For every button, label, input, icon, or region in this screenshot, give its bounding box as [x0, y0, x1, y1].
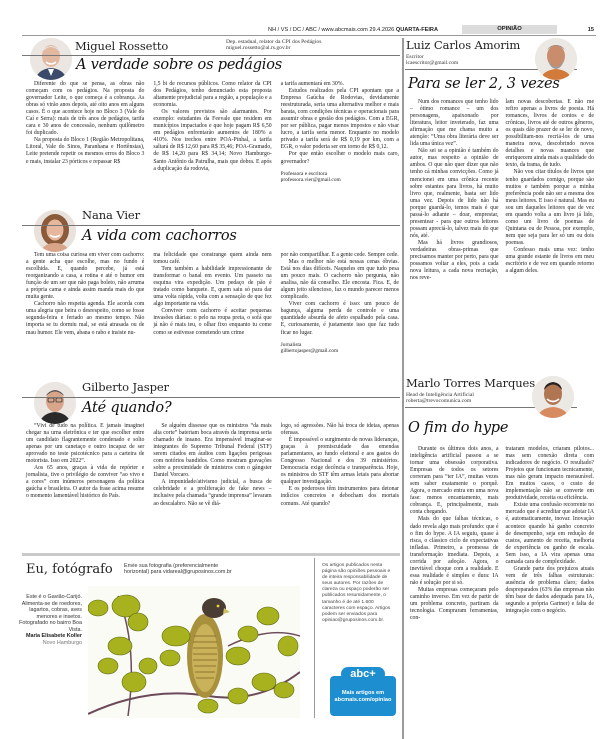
hawk-photo-icon: [88, 586, 300, 718]
byline-rule: [22, 225, 400, 226]
author-email[interactable]: gilbertojasper@gmail.com: [280, 347, 339, 354]
caption-text: Este é o Gavião-Carijó. Alimenta-se de roedores, lagartos, cobras, aves menores e insetos. Fotografado no bairro Boa Vista.: [19, 594, 82, 633]
abc-logo: abc+: [341, 667, 385, 681]
paragraph: Viver com cachorro é isso: um pouco de bagunça, alguma perda de controle e uma quantidade absurda de afeto espalhado pela casa. E, curiosamente, é justamente isso que faz tudo ficar no lugar.: [280, 301, 399, 336]
portrait-icon: [30, 38, 72, 80]
paragraph: Mas há livros grandiosos, verdadeiras obras-primas que precisamos manter por perto, para que possamos voltar a eles, pois a cada nova leitura, a cada nova recriação, nos reve-: [410, 239, 499, 282]
disclaimer-text: Os artigos publicados nesta página são opiniões pessoais e de inteira responsabilidade de seus autores. Por razões de clareza ou espaço poderão ser publicados resumidamente, o tamanho é de até 1.600 caracteres com espaço. Artigos podem ser enviados para opiniao@gruposinos.com.br.: [322, 563, 391, 623]
byline-rule: [22, 397, 400, 398]
paragraph: E os poderosos têm instrumentos para detonar indícios concretos e debocham dos mortais comuns. Até quando?: [280, 486, 399, 507]
paragraph: Tem também a habilidade impressionante de transformar o banal em evento. Um passeio na esquina vira expedição. Um pedaço de pão é tratado como banquete. E, quem saiu só para dar uma volta rápida, volta com a sensação de que fez algo importante na vida.: [153, 266, 272, 308]
paragraph: É impossível o surgimento de novas lideranças, graças à promiscuidade das emendas parlamentares, ao fundo eleitoral e aos gastos do Congresso Nacional e dos 39 ministérios. Democracia exige decência e transparência. Hoje, os ministros do STF têm armas letais para abortar qualquer investigação.: [280, 437, 399, 486]
avatar-vier: [34, 210, 76, 252]
paragraph: a tarifa aumentará em 30%.: [280, 81, 345, 87]
paragraph: trataram modelos, criaram pilotos... mas sem conexão direta com indicadores de negócio. O resultado? Projetos que funcionam tecnicamente, mas não geram impacto mensurável. Em muitos casos, o custo de implementação não se converte em produtividade, receita ou eficiência.: [505, 446, 594, 502]
role-text: Head de Inteligência Artificial: [406, 392, 474, 398]
paragraph: Diferente do que se pensa, as obras não começam com os pedágios. Na proposta do governador Leite, o que começa é a cobrança. As obras só virão anos depois, até oito anos em alguns casos. É o que acontece hoje no Bloco 3 (Vale do Caí e Serra): mais de três anos de pedágios, tarifa cara e 30 anos de concessão, nenhum quilômetro foi duplicado.: [26, 81, 145, 137]
avatar-amorim: [535, 38, 577, 80]
paragraph: Na proposta do Bloco 1 (Região Metropolitana, Litoral, Vale do Sinos, Paranhana e Hortênsias), Leite pretende repetir os mesmos erros do Bloco 3 e mais, instalar 23 pórticos e repassar R$: [26, 137, 145, 165]
editions: NH / VS / DC / ABC / www.abcmais.com: [268, 27, 368, 33]
photo-submit-info: [124, 563, 232, 576]
headline: A vida com cachorros: [82, 228, 237, 244]
paragraph: A impunidade/ativismo judicial, a busca de celebridade e a proliferação de fake news – inclusive pela chamada “grande imprensa” levaram ao descalabro. Não se vê diá-: [153, 479, 272, 507]
paragraph: Por que então escolher o modelo mais caro, governador?: [280, 151, 399, 165]
paragraph: lam novas descobertas. E não me refiro apenas a livros de poesia. Há romances, livros de contos e de crônicas, livros até de outros gêneros, os quais dão prazer de se ler de novo, possibilitam-nos recriá-los de uma maneira nova, descobrindo novos detalhes e novas nuances que enriquecem ainda mais a qualidade do texto, da trama, de tudo.: [505, 99, 594, 169]
paragraph: Confesso mais uma vez: tenho uma grande estante de livros em meu escritório e de vez em quando retorno a algum deles.: [505, 246, 594, 275]
role-text: Jornalista: [280, 341, 302, 348]
photo-caption: [18, 594, 82, 646]
reader-photo: [88, 586, 300, 718]
paragraph: Grande parte dos prejuízos atuais vem de três falhas estruturais: ausência de problema claro; dados despreparados (63% das empresas não têm base de dados adequada para IA, segundo a própria Gartner) e falta de integração com o negócio.: [505, 565, 594, 615]
author-name: Nana Vier: [82, 208, 141, 222]
author-role: [406, 54, 458, 66]
paragraph: Cachorro não respeita agenda. Ele acorda com uma alegria que beira o desrespeito, como se fosse segunda-feira e feriado ao mesmo tempo. Não importa se tu dormiu mal, se está atrasada ou de mau humor. Ele vem, abana o rabo e insiste nu-: [26, 301, 145, 336]
author-name: Luiz Carlos Amorim: [406, 38, 521, 52]
article-body: [26, 252, 399, 372]
text-column: [153, 81, 271, 203]
role-text: Dep. estadual, relator da CPI dos Pedágios: [226, 39, 322, 45]
header-rule: [22, 35, 596, 36]
article-body: [410, 99, 594, 369]
text-column: [153, 423, 271, 548]
author-email[interactable]: professora.vier@gmail.com: [280, 176, 341, 183]
text-column: [410, 446, 499, 736]
article-body: [410, 446, 594, 736]
author-name: Marlo Torres Marques: [406, 376, 536, 390]
headline: O fim do hype: [408, 420, 509, 436]
text-column: [281, 423, 399, 548]
paragraph: Existe uma confusão recorrente no mercado que é acreditar que adotar IA é, automaticamente, inovar. Inovação acontece quando há ganho concreto de desempenho, seja em redução de custos, aumento de receita, melhoria de experiência ou ganho de escala. Sem isso, a IA vira apenas uma camada cara de complexidade.: [505, 502, 594, 565]
submit-email[interactable]: horizontal) para vidareal@gruposinos.com.br: [124, 569, 232, 576]
text-column: [26, 423, 144, 548]
paragraph: Durante os últimos dois anos, a inteligência artificial passou a se tornar uma obsessão corporativa. Empresas de todos os setores correram para “ter IA”, muitas vezes sem saber exatamente o porquê. Agora, o mercado entra em uma nova fase: menos encantamento, mais cobrança. E, principalmente, mais conta chegando.: [410, 446, 499, 516]
author-signature: [281, 171, 399, 183]
paragraph: ma felicidade que constrange quem ainda nem tomou café.: [153, 252, 272, 266]
headline: Até quando?: [82, 400, 172, 416]
paragraph: Não vou citar títulos de livros que tenho guardados comigo, porque são muitos e também porque a minha preferência pode não ser a mesma dos meus leitores. E isso é natural. Mas eu sou um daqueles leitores que de vez em quando volta a um livro já lido, como um livro de poemas de Quintana ou de Pessoa, por exemplo, nem que seja para ler só um ou dois poemas.: [505, 169, 594, 246]
page-number: 15: [587, 27, 594, 33]
author-email[interactable]: lcaescritor@gmail.com: [406, 60, 459, 67]
paragraph: logo, só agressões. Não há troca de ideias, apenas ofensas.: [280, 423, 399, 437]
author-role: [226, 39, 321, 51]
author-signature: [281, 342, 399, 354]
author-role: [406, 392, 474, 404]
paragraph: Estudos realizados pela CPI apontam que a Empresa Gaúcha de Rodovias, devidamente reestruturada, seria uma alternativa melhor e mais barata, com condições técnicas e operacionais para assumir obras e gestão dos pedágios. Com a EGR, por ser pública, pagar menos impostos e não visar lucro, a tarifa seria menor. Enquanto no modelo privado a tarifa será de R$ 0,19 por km, com a EGR, o valor poderia ser em torno de R$ 0,12.: [280, 88, 399, 151]
section-label: OPINIÃO: [462, 25, 557, 34]
author-name: Gilberto Jasper: [82, 380, 169, 394]
text-column: [506, 446, 595, 736]
headline: Para se ler 2, 3 vezes: [408, 76, 560, 92]
headline: A verdade sobre os pedágios: [76, 57, 283, 73]
paragraph: Os valores previstos são alarmantes. Por exemplo: estudantes da Feevale que residem em municípios impactados e que hoje pagam R$ 6,50 em pedágios enfrentarão aumentos de 180% a 410%. Nos trechos entre POA-Pinhal, a tarifa saltará de R$ 12,60 para R$ 35,46; POA-Gramado, de R$ 14,20 para R$ 34,14; Novo Hamburgo-Santo Antônio da Patrulha, mais que dobra. E após a duplicação da rodovia,: [153, 109, 272, 172]
photographer-city: Novo Hamburgo: [42, 639, 82, 646]
text-column: [153, 252, 271, 372]
page-header: [22, 25, 600, 35]
promo-text[interactable]: Mais artigos em abcmais.com/opiniao: [334, 690, 392, 703]
paragraph: “Vivi de tudo na política. E jamais imaginei chegar na urna eletrônica e ter que escolher entre um candidato flagrantemente condenado e solto apenas por um canetaço e outro incapaz de ser aprovado no teste psicotécnico para a carteira de motorista. Isso em 2022”.: [26, 423, 145, 465]
portrait-icon: [535, 38, 577, 80]
text-column: [506, 99, 595, 369]
portrait-icon: [34, 210, 76, 252]
paragraph: Conviver com cachorro é aceitar pequenas invasões diárias: o pelo na roupa preta, o sofá que já não é mais teu, o olhar fixo enquanto tu come como se estivesse cometendo um crime: [153, 308, 272, 336]
abc-promo[interactable]: [330, 676, 396, 716]
photographer-name: Maria Elisabete Koller: [25, 633, 82, 639]
byline-rule: [22, 55, 400, 56]
submit-text: Envie sua fotografia (preferencialmente: [124, 563, 219, 569]
avatar-rossetto: [30, 38, 72, 80]
article-body: [26, 81, 399, 203]
portrait-icon: [532, 376, 574, 418]
paragraph: Aos 65 anos, graças à vida de repórter e jornalista, tive o privilégio de conviver “ao vivo e a cores” com inúmeros personagens da política gaúcha e brasileira. O autor da frase acima resume o momento lamentável histórico do País.: [26, 465, 145, 500]
author-email[interactable]: miguel.rossetto@al.rs.gov.br: [226, 45, 291, 52]
section-rule: [22, 553, 400, 556]
text-column: [26, 252, 144, 372]
text-column: [410, 99, 499, 369]
weekday: QUARTA-FEIRA: [395, 27, 438, 33]
role-text: Professora e escritora: [280, 170, 328, 177]
photo-section-title: Eu, fotógrafo: [26, 562, 113, 577]
paragraph: 1,5 bi de recursos públicos. Como relator da CPI dos Pedágios, tenho denunciado esta proposta altamente prejudicial para a região, a população e a economia.: [153, 81, 272, 109]
text-column: [281, 81, 399, 203]
text-column: [281, 252, 399, 372]
paragraph: Muitas empresas começaram pelo caminho inverso. Em vez de partir de um problema concreto, partiram da tecnologia. Compraram ferramentas, con-: [410, 586, 499, 622]
paragraph: Tem uma coisa curiosa em viver com cachorro: a gente acha que escolhe, mas no fundo é escolhida. E, quando percebe, já está reorganizando a casa, a rotina e até o humor em função de um ser que não paga boleto, não arruma a própria cama e ainda assim manda mais do que muita gente.: [26, 252, 145, 301]
author-email[interactable]: roberta@trevocomunica.com: [406, 398, 472, 405]
paragraph: Num dos romances que tenho lido – ótimo romance – um dos personagens, apaixonado por literatura, leitor inveterado, faz uma afirmação que me chama muito a atenção: “Uma obra literária deve ser lida uma única vez”.: [410, 99, 499, 148]
role-text: Escritor: [406, 54, 424, 60]
header-meta: [268, 27, 438, 33]
portrait-icon: [34, 382, 76, 424]
paragraph: Mas o melhor não está nessas cenas óbvias. Está nos dias difíceis. Naqueles em que tudo pesa um pouco mais. O cachorro não pergunta, não analisa, não dá conselho. Ele encosta. Fica. E, de algum jeito silencioso, faz o mundo parecer menos complicado.: [280, 259, 399, 301]
avatar-marques: [532, 376, 574, 418]
column-divider: [314, 558, 315, 718]
paragraph: Se alguém dissesse que os ministros “da mais alta corte” bateriam boca através da imprensa seria chamado de insano. Era impensável imaginar-se integrantes do Supremo Tribunal Federal (STF) serem citados em áudios com ligações perigosas com notórios bandidos. Como mostram gravações sobre a proximidade de ministros com o gângster Daniel Vorcaro.: [153, 423, 272, 479]
paragraph: Não sei se a opinião é também do autor, mas respeito a opinião de ambos. O que não quer dizer que não tenho cá minhas convicções. Como já mencionei em uma crônica recente sobre estantes para livros, há muito livro que, realmente, basta ser lido uma vez. Depois de lido não há porque guardá-lo, temos mais é que passá-lo adiante – doar, emprestar, presentear - para que outros leitores possam apreciá-lo, talvez mais do que nós, até.: [410, 148, 499, 239]
paragraph: por não compartilhar. E a gente cede. Sempre cede.: [280, 252, 399, 258]
paragraph: Mais do que falhas técnicas, o dado revela algo mais profundo: que é o fim do hype. A IA seguiu, quase à risca, o clássico ciclo de expectativas infladas. Primeiro, a promessa de transformação imediata. Depois, a corrida por adoção. Agora, o inevitável choque com a realidade. E essa realidade é simples e dura: IA não é solução por si só.: [410, 516, 499, 586]
column-divider: [402, 38, 404, 739]
article-body: [26, 423, 399, 548]
date: 29.4.2026: [369, 27, 395, 33]
text-column: [26, 81, 144, 203]
author-name: Miguel Rossetto: [75, 39, 169, 53]
avatar-jasper: [34, 382, 76, 424]
